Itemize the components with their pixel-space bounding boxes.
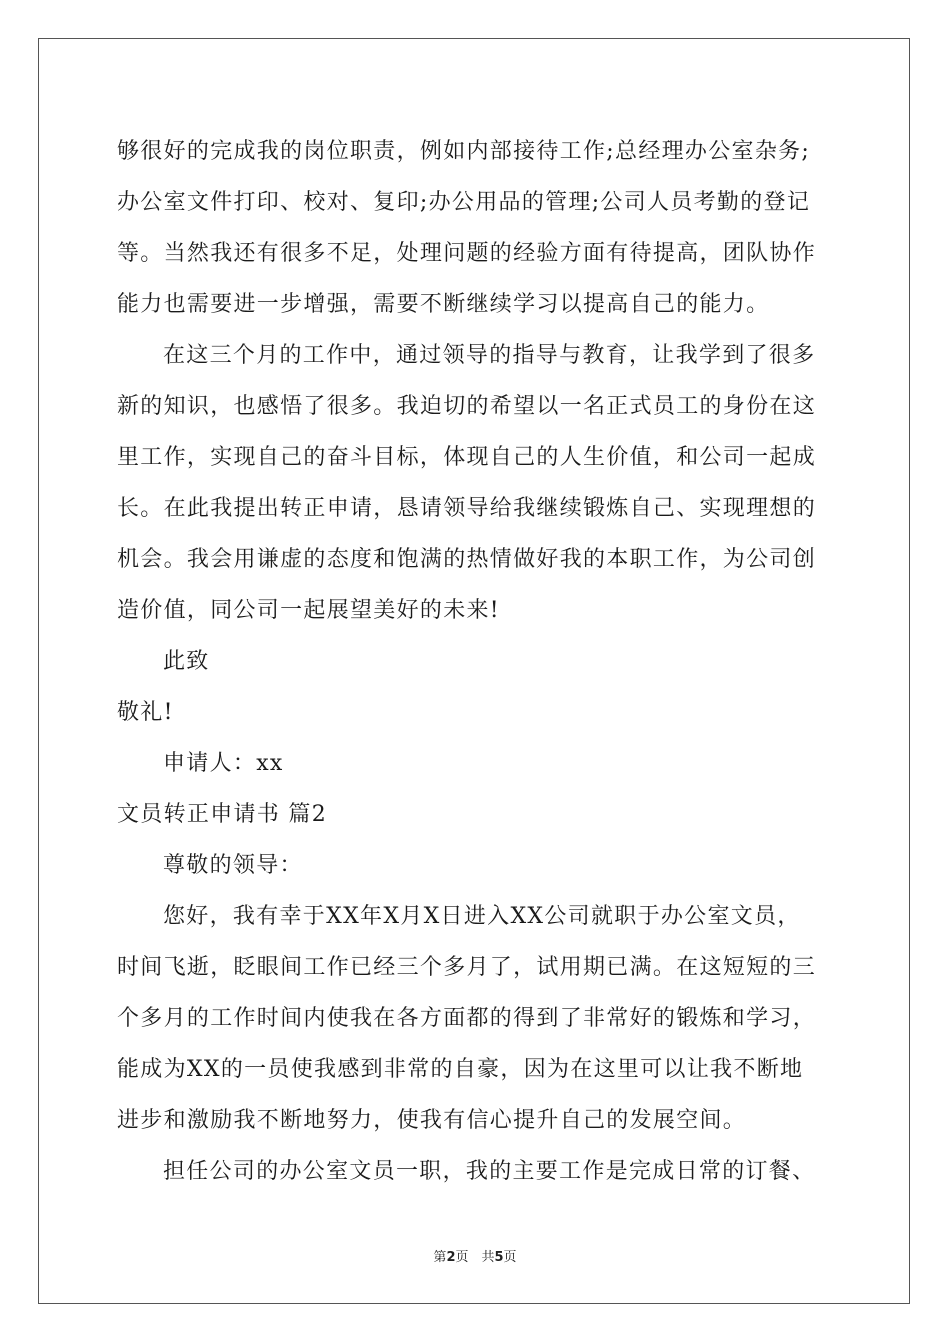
applicant-signature: 申请人：xx bbox=[163, 751, 284, 776]
salutation-regards: 敬礼! bbox=[117, 700, 174, 725]
text-line: 担任公司的办公室文员一职，我的主要工作是完成日常的订餐、 bbox=[163, 1159, 816, 1184]
footer-prefix: 第 bbox=[433, 1250, 447, 1265]
page-number-footer bbox=[0, 1246, 950, 1265]
text-line: 个多月的工作时间内使我在各方面都的得到了非常好的锻炼和学习， bbox=[117, 1006, 817, 1031]
text-line: 机会。我会用谦虚的态度和饱满的热情做好我的本职工作，为公司创 bbox=[117, 547, 817, 572]
footer-suffix: 页 bbox=[503, 1250, 517, 1265]
text-line: 进步和激励我不断地努力，使我有信心提升自己的发展空间。 bbox=[117, 1108, 747, 1133]
greeting: 尊敬的领导： bbox=[163, 853, 303, 878]
footer-mid: 页 共 bbox=[455, 1250, 495, 1265]
section-title: 文员转正申请书 篇2 bbox=[117, 802, 327, 827]
text-line: 造价值，同公司一起展望美好的未来! bbox=[117, 598, 500, 623]
current-page-number: 2 bbox=[446, 1250, 456, 1265]
text-line: 长。在此我提出转正申请，恳请领导给我继续锻炼自己、实现理想的 bbox=[117, 496, 817, 521]
text-line: 新的知识，也感悟了很多。我迫切的希望以一名正式员工的身份在这 bbox=[117, 394, 817, 419]
text-line: 等。当然我还有很多不足，处理问题的经验方面有待提高，团队协作 bbox=[117, 241, 817, 266]
text-line: 办公室文件打印、校对、复印;办公用品的管理;公司人员考勤的登记 bbox=[117, 190, 811, 215]
text-line: 时间飞逝，眨眼间工作已经三个多月了，试用期已满。在这短短的三 bbox=[117, 955, 817, 980]
text-line: 够很好的完成我的岗位职责，例如内部接待工作;总经理办公室杂务; bbox=[117, 139, 811, 164]
text-line: 能成为XX的一员使我感到非常的自豪，因为在这里可以让我不断地 bbox=[117, 1057, 804, 1082]
document-body bbox=[117, 126, 837, 1197]
text-line: 里工作，实现自己的奋斗目标，体现自己的人生价值，和公司一起成 bbox=[117, 445, 817, 470]
text-line: 您好，我有幸于XX年X月X日进入XX公司就职于办公室文员， bbox=[163, 904, 801, 929]
text-line: 能力也需要进一步增强，需要不断继续学习以提高自己的能力。 bbox=[117, 292, 770, 317]
salutation-closing: 此致 bbox=[163, 649, 210, 674]
total-page-count: 5 bbox=[494, 1250, 504, 1265]
text-line: 在这三个月的工作中，通过领导的指导与教育，让我学到了很多 bbox=[163, 343, 816, 368]
